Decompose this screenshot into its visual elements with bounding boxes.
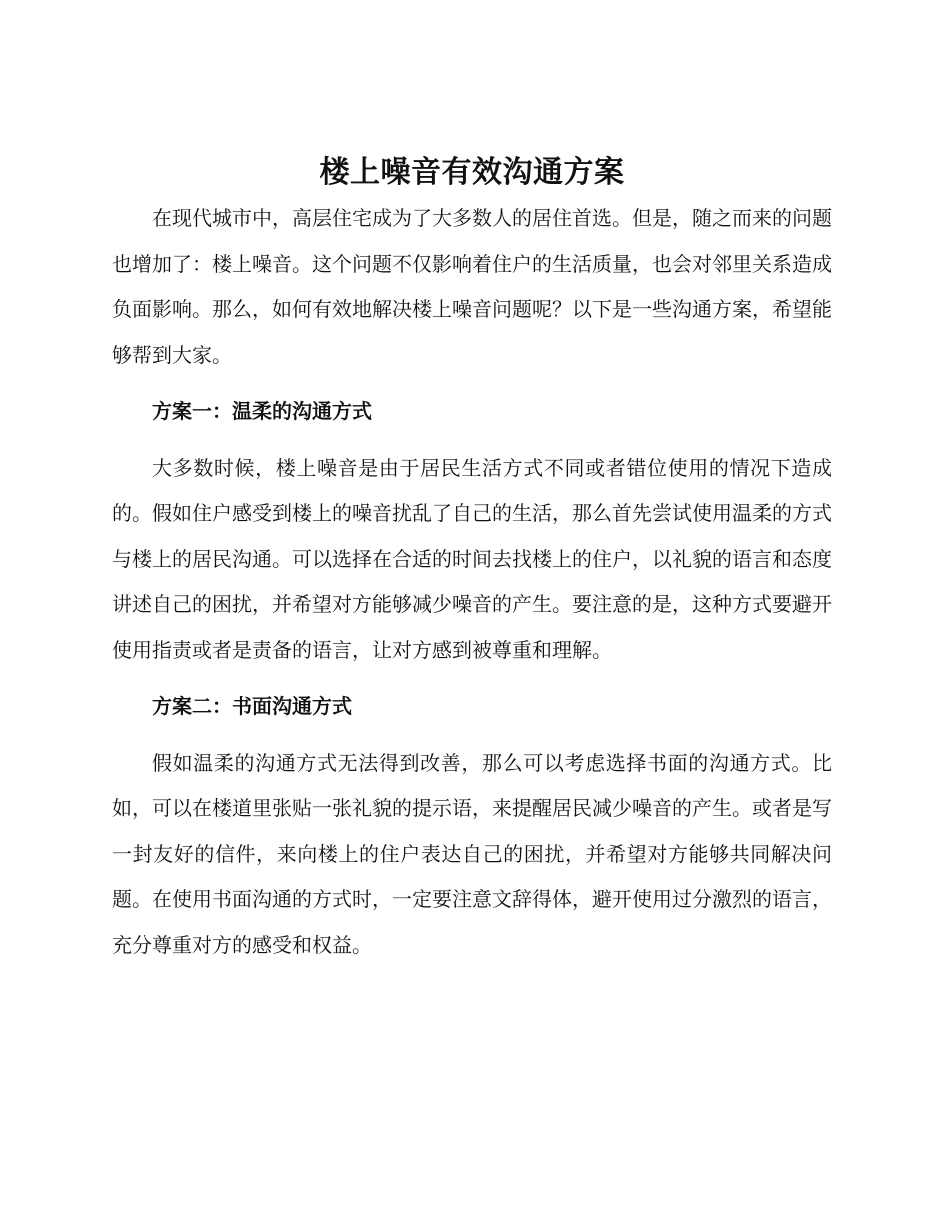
section-heading-1: 方案一：温柔的沟通方式	[152, 399, 372, 423]
section-heading-2: 方案二：书面沟通方式	[152, 694, 352, 718]
spacer	[112, 673, 832, 684]
section-body-1: 大多数时候，楼上噪音是由于居民生活方式不同或者错位使用的情况下造成的。假如住户感受到楼上的噪音扰乱了自己的生活，那么首先尝试使用温柔的方式与楼上的居民沟通。可以选择在合适的时间去找楼上的住户，以礼貌的语言和态度讲述自己的困扰，并希望对方能够减少噪音的产生。要注意的是，这种方式要避开使用指责或者是责备的语言，让对方感到被尊重和理解。	[112, 455, 832, 662]
section-body-2: 假如温柔的沟通方式无法得到改善，那么可以考虑选择书面的沟通方式。比如，可以在楼道里张贴一张礼貌的提示语，来提醒居民减少噪音的产生。或者是写一封友好的信件，来向楼上的住户表达自己的困扰，并希望对方能够共同解决问题。在使用书面沟通的方式时，一定要注意文辞得体，避开使用过分激烈的语言，充分尊重对方的感受和权益。	[112, 750, 832, 957]
spacer	[112, 435, 832, 446]
intro-paragraph: 在现代城市中，高层住宅成为了大多数人的居住首选。但是，随之而来的问题也增加了：楼上噪音。这个问题不仅影响着住户的生活质量，也会对邻里关系造成负面影响。那么，如何有效地解决楼上噪音问题呢？以下是一些沟通方案，希望能够帮到大家。	[112, 206, 832, 367]
spacer	[112, 730, 832, 741]
document-content	[112, 150, 832, 968]
spacer	[112, 378, 832, 389]
document-title: 楼上噪音有效沟通方案	[319, 155, 625, 190]
